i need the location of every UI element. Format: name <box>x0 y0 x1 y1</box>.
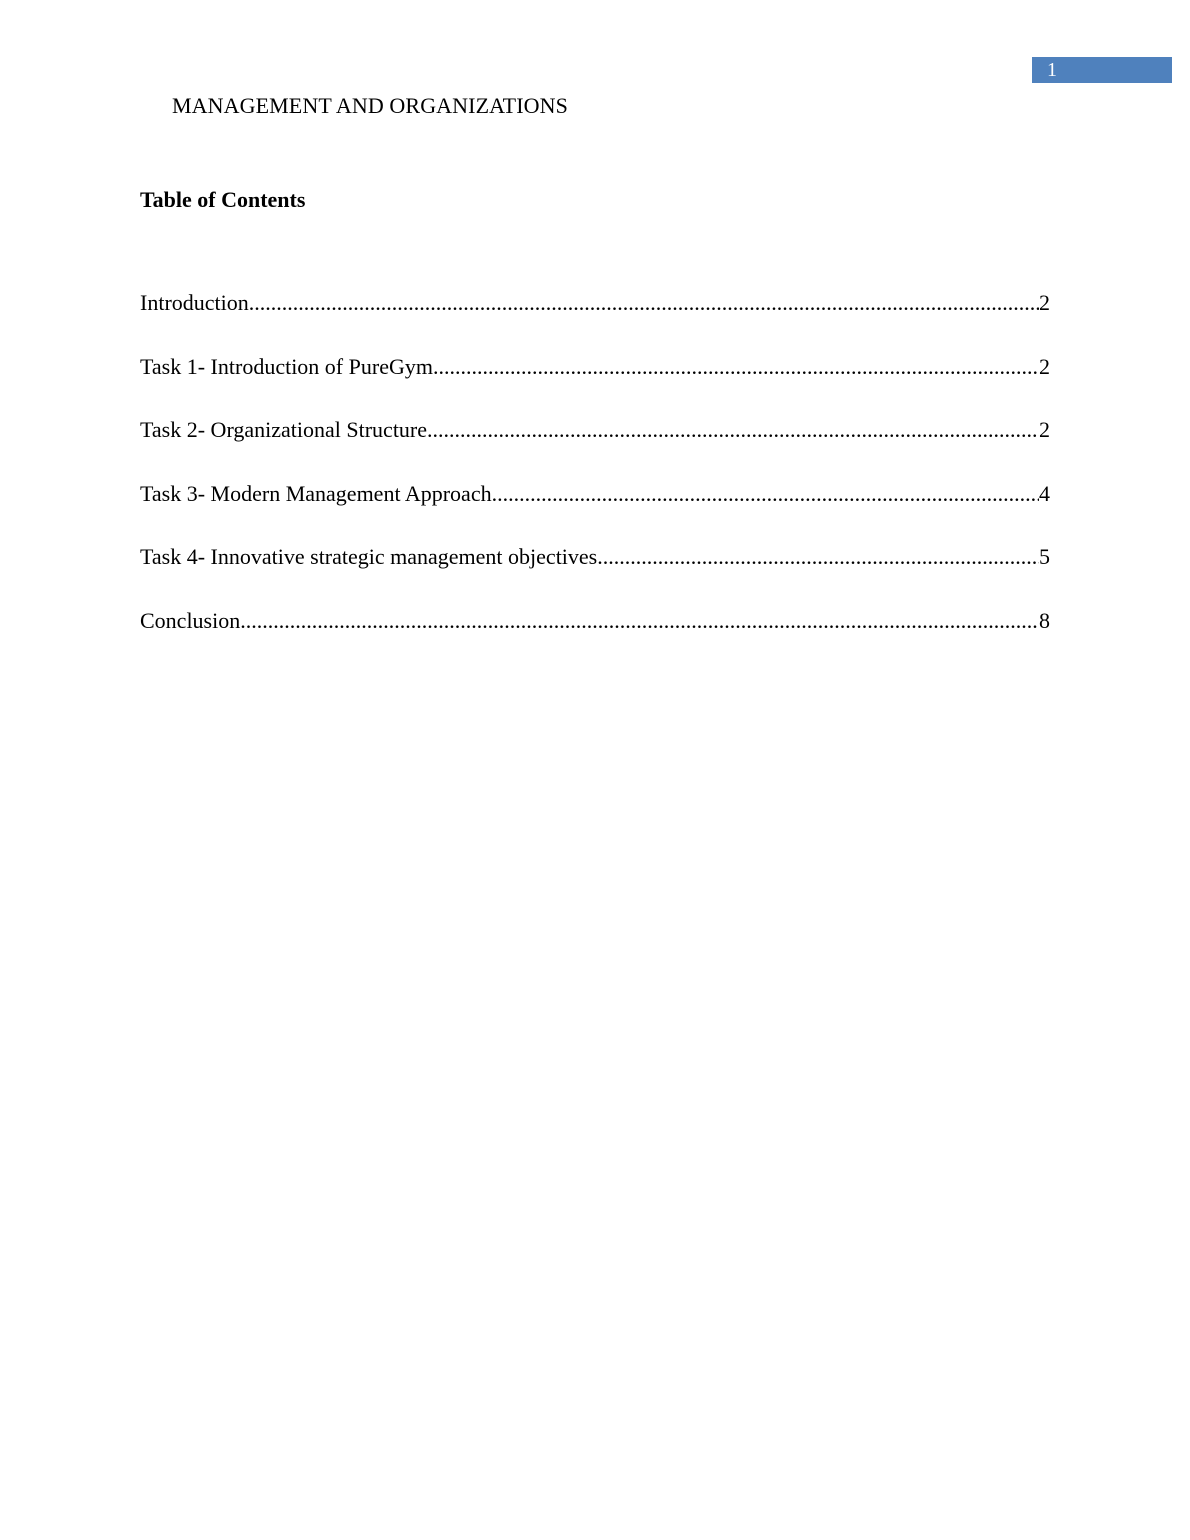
toc-dot-leader <box>433 353 1039 381</box>
toc-entry-page[interactable]: 2 <box>1039 417 1050 442</box>
toc-dot-leader <box>492 480 1039 508</box>
running-head: MANAGEMENT AND ORGANIZATIONS <box>172 93 568 118</box>
toc-dot-leader <box>427 416 1039 444</box>
toc-entry-title[interactable]: Introduction <box>140 290 249 315</box>
toc-dot-leader <box>249 289 1039 317</box>
toc-entry-page[interactable]: 4 <box>1039 480 1050 506</box>
toc-entry-introduction[interactable] <box>140 289 1050 353</box>
page-number: 1 <box>1047 59 1057 81</box>
toc-entry-task-3[interactable] <box>140 480 1050 544</box>
page-number-badge <box>1032 57 1172 83</box>
toc-heading: Table of Contents <box>140 187 306 212</box>
toc-list <box>140 289 1050 670</box>
toc-entry-title[interactable]: Task 3- Modern Management Approach <box>140 480 492 506</box>
toc-entry-title[interactable]: Task 4- Innovative strategic management objectives <box>140 544 598 569</box>
toc-entry-title[interactable]: Conclusion <box>140 607 241 633</box>
toc-entry-conclusion[interactable] <box>140 607 1050 671</box>
toc-entry-title[interactable]: Task 1- Introduction of PureGym <box>140 353 433 379</box>
toc-entry-task-1[interactable] <box>140 353 1050 417</box>
toc-entry-page[interactable]: 8 <box>1039 607 1050 633</box>
toc-entry-page[interactable]: 5 <box>1039 544 1050 569</box>
toc-entry-task-4[interactable] <box>140 543 1050 607</box>
toc-dot-leader <box>597 543 1039 571</box>
toc-dot-leader <box>240 607 1039 635</box>
toc-entry-task-2[interactable] <box>140 416 1050 480</box>
toc-entry-title[interactable]: Task 2- Organizational Structure <box>140 417 428 442</box>
toc-entry-page[interactable]: 2 <box>1039 290 1050 315</box>
toc-entry-page[interactable]: 2 <box>1039 353 1050 379</box>
